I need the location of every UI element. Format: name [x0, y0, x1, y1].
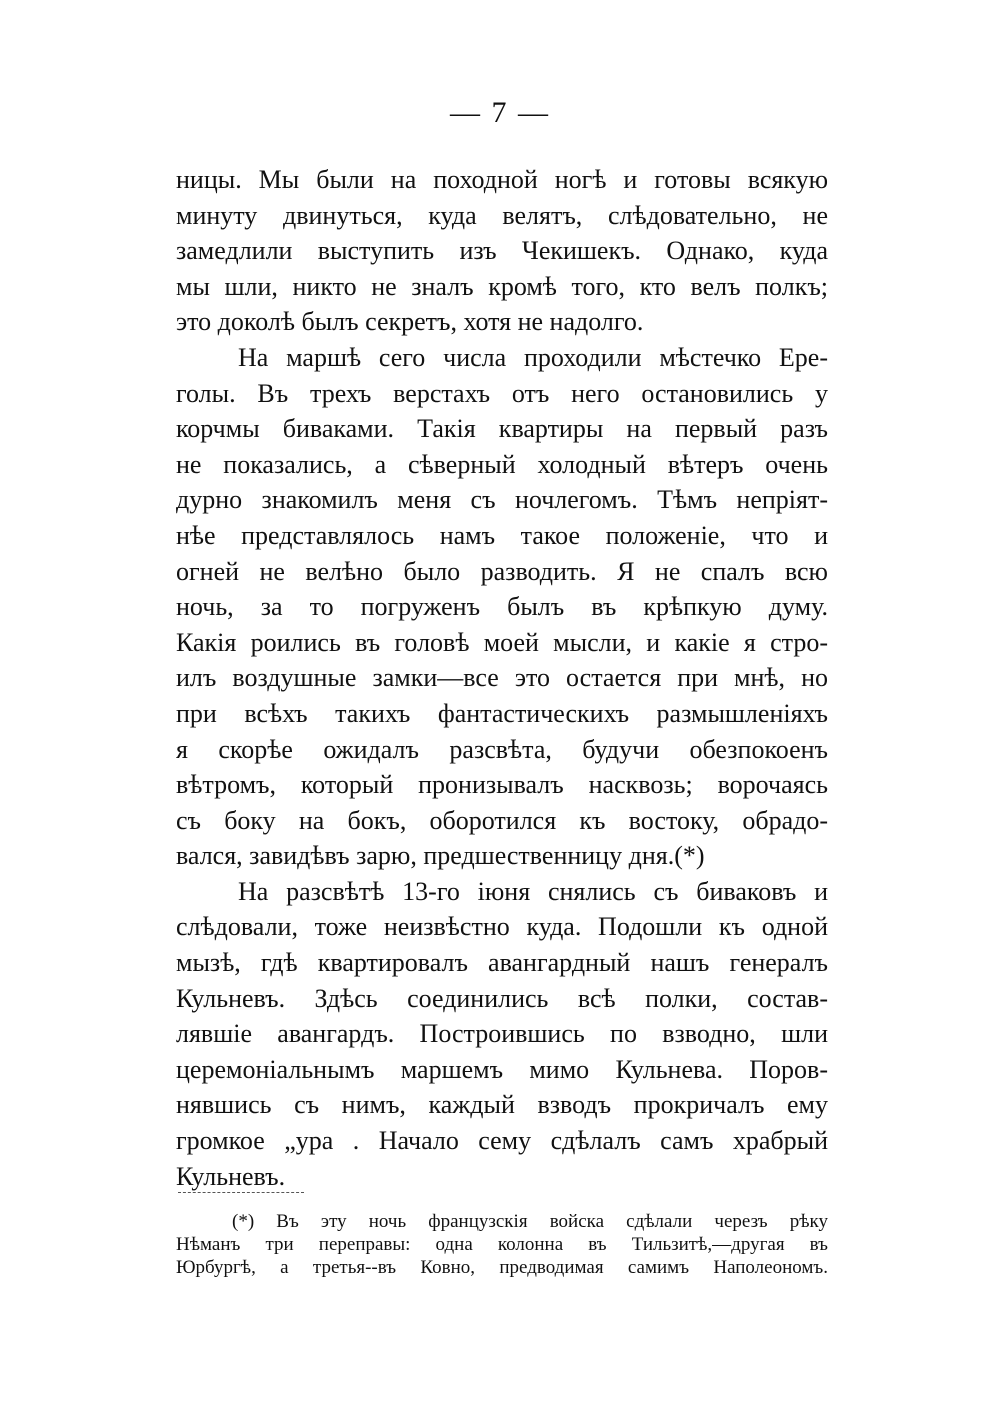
text-line: вѣтромъ, который пронизывалъ насквозь; ворочаясь [176, 770, 828, 800]
text-line: корчмы биваками. Такія квартиры на первый разъ [176, 414, 828, 444]
text-line: ночь, за то погруженъ былъ въ крѣпкую думу. [176, 592, 828, 622]
text-line: громкое „ура . Начало сему сдѣлалъ самъ храбрый [176, 1126, 828, 1156]
text-line: лявшіе авангардъ. Построившись по взводно, шли [176, 1019, 828, 1049]
text-line: не показались, а сѣверный холодный вѣтеръ очень [176, 449, 828, 479]
text-line: при всѣхъ такихъ фантастическихъ размышленіяхъ [176, 698, 828, 728]
text-line: слѣдовали, тоже неизвѣстно куда. Подошли къ одной [176, 912, 828, 942]
footnote-line: Нѣманъ три переправы: одна колонна въ Тильзитѣ,—другая въ [176, 1234, 828, 1255]
text-line: Какія роились въ головѣ моей мысли, и какіе я стро- [176, 627, 828, 657]
footnote [176, 1210, 828, 1279]
text-line: илъ воздушные замки—все это остается при мнѣ, но [176, 663, 828, 693]
text-line: ницы. Мы были на походной ногѣ и готовы всякую [176, 165, 828, 194]
text-line: съ боку на бокъ, оборотился къ востоку, обрадо- [176, 805, 828, 835]
text-line: мызѣ, гдѣ квартировалъ авангардный нашъ генералъ [176, 948, 828, 978]
text-line: На разсвѣтѣ 13-го іюня снялись съ биваковъ и [238, 876, 828, 906]
footnote-line: (*) Въ эту ночь французскія войска сдѣлали черезъ рѣку [232, 1211, 828, 1232]
footnote-line: Юрбургѣ, а третья--въ Ковно, предводимая самимъ Наполеономъ. [176, 1257, 828, 1278]
text-line: церемоніальнымъ маршемъ мимо Кульнева. Поров- [176, 1054, 828, 1084]
text-line: Кульневъ. Здѣсь соединились всѣ полки, состав- [176, 983, 828, 1013]
text-line: нявшись съ нимъ, каждый взводъ прокричалъ ему [176, 1090, 828, 1120]
footnote-separator [178, 1192, 304, 1193]
text-line: замедлили выступить изъ Чекишекъ. Однако, куда [176, 236, 828, 266]
page-number: — 7 — [450, 96, 550, 129]
text-line: это доколѣ былъ секретъ, хотя не надолго. [176, 307, 644, 337]
text-line: вался, завидѣвъ зарю, предшественницу дня.(*) [176, 841, 705, 871]
text-line: минуту двинуться, куда велятъ, слѣдовательно, не [176, 200, 828, 230]
text-line: мы шли, никто не зналъ кромѣ того, кто велъ полкъ; [176, 271, 828, 301]
text-line: Кульневъ. [176, 1161, 286, 1191]
text-line: голы. Въ трехъ верстахъ отъ него остановились у [176, 378, 828, 408]
text-line: огней не велѣно было разводить. Я не спалъ всю [176, 556, 828, 586]
text-line: На маршѣ сего числа проходили мѣстечко Ере- [238, 342, 828, 372]
text-line: дурно знакомилъ меня съ ночлегомъ. Тѣмъ непріят- [176, 485, 828, 515]
text-line: нѣе представлялось намъ такое положеніе, что и [176, 520, 828, 550]
text-line: я скорѣе ожидалъ разсвѣта, будучи обезпокоенъ [176, 734, 828, 764]
body-text [176, 162, 828, 1194]
